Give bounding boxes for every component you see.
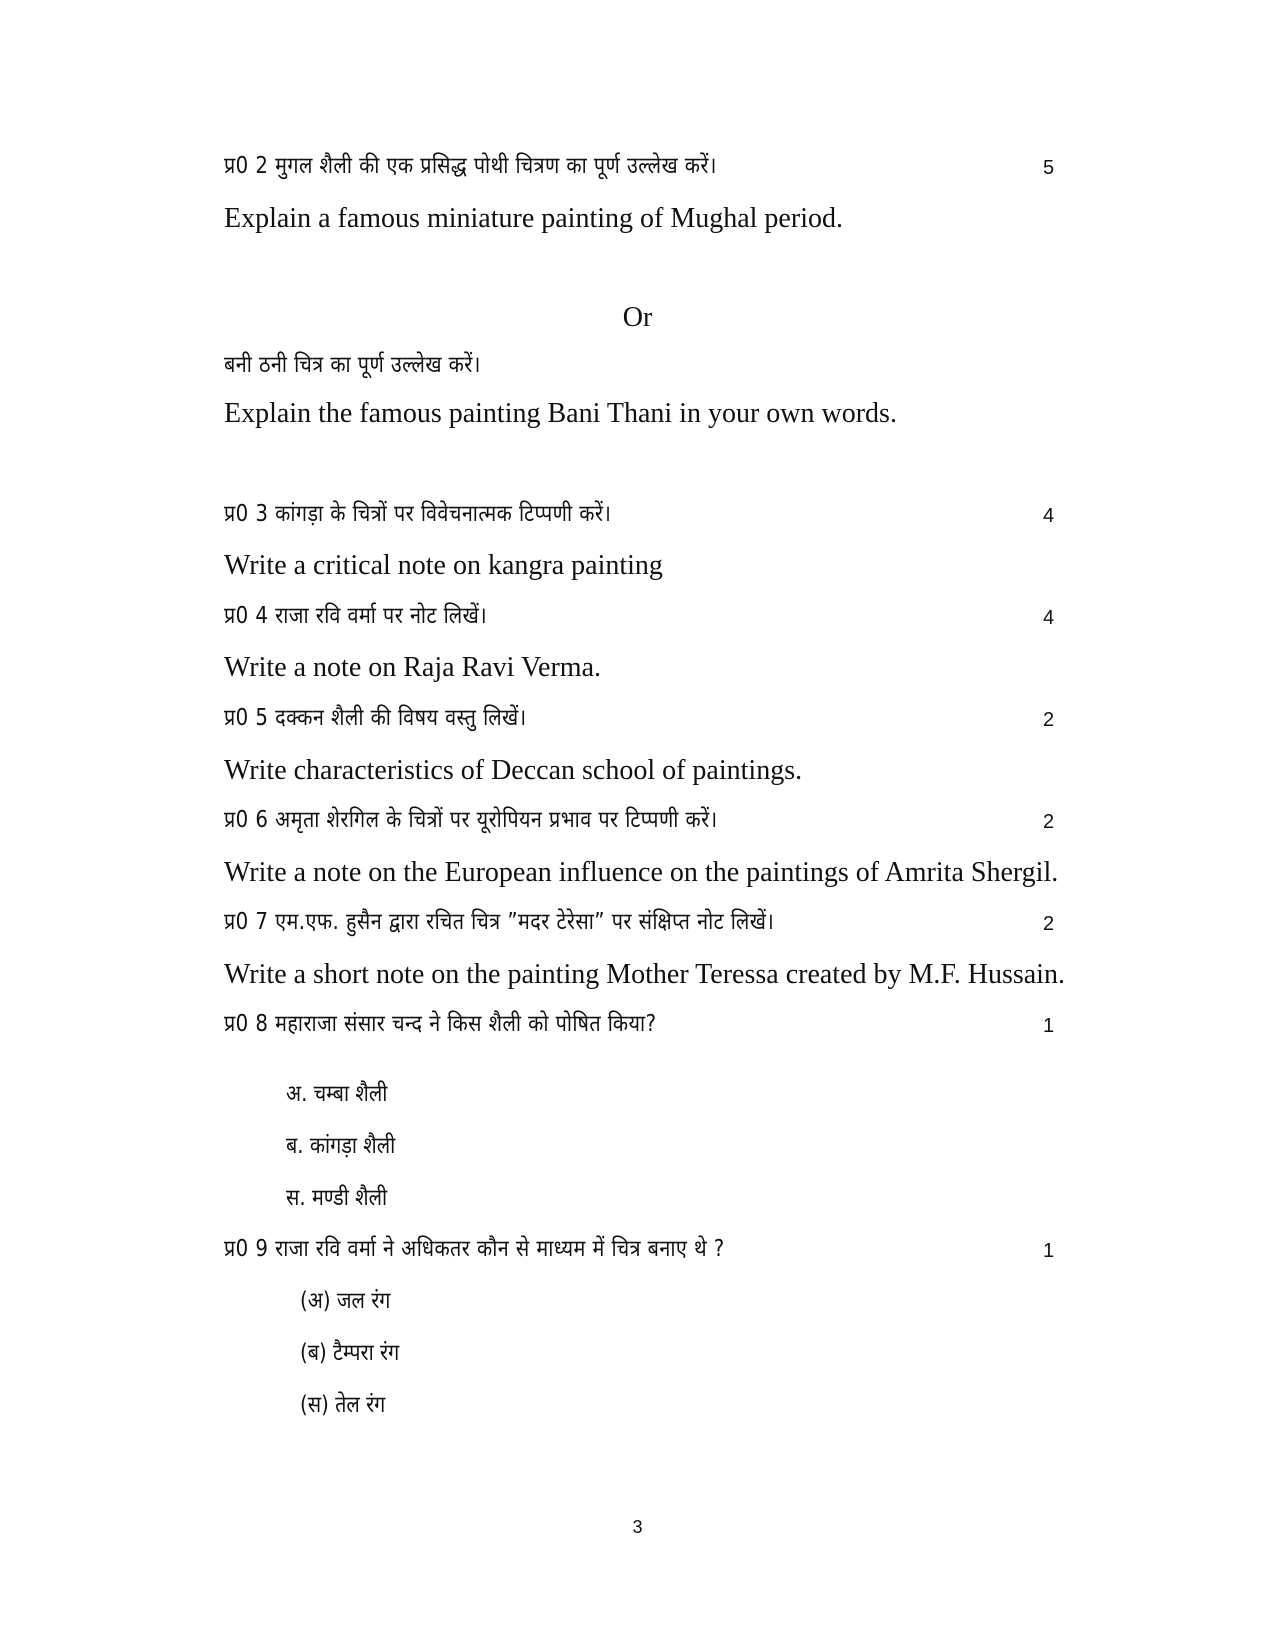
question-6-marks: 2: [1043, 811, 1055, 833]
or-separator: Or: [622, 302, 653, 333]
page-number: 3: [632, 1517, 643, 1537]
question-5-english: Write characteristics of Deccan school of paintings.: [224, 755, 803, 786]
question-2-alt-english: Explain the famous painting Bani Thani in your own words.: [224, 398, 897, 429]
question-5-hindi: प्र0 5 दक्कन शैली की विषय वस्तु लिखें।: [224, 705, 527, 731]
question-6-hindi: प्र0 6 अमृता शेरगिल के चित्रों पर यूरोपियन प्रभाव पर टिप्पणी करें।: [224, 807, 718, 833]
question-9-marks: 1: [1043, 1240, 1055, 1262]
question-9-option-c: (स) तेल रंग: [300, 1392, 386, 1418]
question-5-marks: 2: [1043, 709, 1055, 731]
question-2-hindi: प्र0 2 मुगल शैली की एक प्रसिद्ध पोथी चित्रण का पूर्ण उल्लेख करें।: [224, 153, 717, 179]
question-6-english: Write a note on the European influence on the paintings of Amrita Shergil.: [224, 857, 1059, 888]
question-3-english: Write a critical note on kangra painting: [224, 550, 663, 581]
question-8-option-b: ब. कांगड़ा शैली: [286, 1133, 396, 1159]
question-8-hindi: प्र0 8 महाराजा संसार चन्द ने किस शैली को पोषित किया?: [224, 1011, 657, 1037]
question-2-marks: 5: [1043, 157, 1055, 179]
question-7-english: Write a short note on the painting Mother Teressa created by M.F. Hussain.: [224, 959, 1065, 990]
question-7-hindi: प्र0 7 एम.एफ. हुसैन द्वारा रचित चित्र ”मदर टेरेसा” पर संक्षिप्त नोट लिखें।: [224, 909, 775, 935]
question-8-option-a: अ. चम्बा शैली: [286, 1081, 388, 1107]
question-8-option-c: स. मण्डी शैली: [286, 1185, 388, 1211]
question-4-english: Write a note on Raja Ravi Verma.: [224, 652, 602, 683]
question-2-alt-hindi: बनी ठनी चित्र का पूर्ण उल्लेख करें।: [224, 352, 481, 378]
question-3-hindi: प्र0 3 कांगड़ा के चित्रों पर विवेचनात्मक टिप्पणी करें।: [224, 501, 612, 527]
question-9-option-a: (अ) जल रंग: [300, 1288, 391, 1314]
question-7-marks: 2: [1043, 913, 1055, 935]
question-9-option-b: (ब) टैम्परा रंग: [300, 1340, 400, 1366]
question-8-marks: 1: [1043, 1015, 1055, 1037]
question-9-hindi: प्र0 9 राजा रवि वर्मा ने अधिकतर कौन से माध्यम में चित्र बनाए थे ?: [224, 1236, 725, 1262]
question-2-english: Explain a famous miniature painting of Mughal period.: [224, 203, 843, 234]
question-3-marks: 4: [1043, 505, 1055, 527]
question-4-marks: 4: [1043, 607, 1055, 629]
question-4-hindi: प्र0 4 राजा रवि वर्मा पर नोट लिखें।: [224, 603, 488, 629]
